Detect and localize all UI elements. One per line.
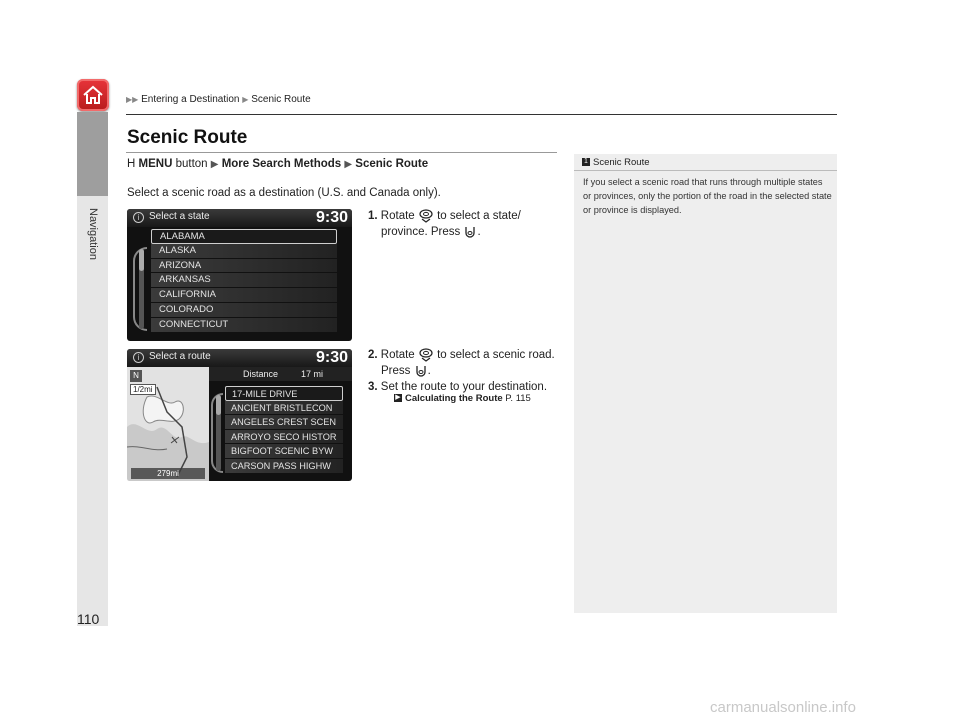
screen-title: Select a route [149,351,211,362]
home-button[interactable] [77,79,109,111]
clock: 9:30 [315,349,348,366]
step-number: 1. [368,210,378,223]
breadcrumb-item[interactable]: Entering a Destination [141,94,240,105]
map-scale: 1/2mi [130,384,156,395]
route-select-screen [127,349,352,481]
watermark: carmanualsonline.info [710,699,856,716]
list-item[interactable]: ANGELES CREST SCEN [225,415,343,430]
enter-press-icon [463,225,477,239]
note-index-icon: 1 [582,158,590,166]
step-number: 2. [368,349,378,362]
step-text: Press [381,365,411,378]
section-tab [77,112,108,196]
note-box [574,154,837,613]
list-item[interactable]: BIGFOOT SCENIC BYW [225,444,343,459]
divider [126,152,557,153]
list-item[interactable]: COLORADO [151,303,337,318]
enter-press-icon [414,364,428,378]
note-header [574,154,837,171]
list-item[interactable]: ANCIENT BRISTLECON [225,401,343,416]
cross-reference[interactable] [394,393,531,404]
step-text: Rotate [380,210,415,223]
voice-icon: i [133,212,144,223]
state-list [151,229,337,333]
note-title: Scenic Route [593,157,650,168]
scrollbar-thumb[interactable] [139,249,144,271]
distance-value: 17 mi [301,369,324,379]
distance-label: Distance [243,369,279,379]
list-item[interactable]: CONNECTICUT [151,318,337,333]
step-text: to select a state/ [437,210,521,223]
route-list [225,386,343,474]
step-number: 3. [368,381,378,394]
menu-glyph: H [127,158,136,170]
divider [126,114,837,115]
page-number: 110 [77,611,100,627]
screen-header [127,349,352,367]
list-item[interactable]: ARROYO SECO HISTOR [225,430,343,445]
voice-icon: i [133,352,144,363]
step-2: 2. Rotate to select a scenic road. Press . 3. Set the route to your destination. [368,347,555,395]
intro-text: Select a scenic road as a destination (U.S. and Canada only). [127,187,441,199]
list-item[interactable]: CALIFORNIA [151,288,337,303]
menu-step: Scenic Route [355,158,429,170]
step-text: province. Press [381,226,461,239]
screen-header [127,209,352,227]
screen-title: Select a state [149,211,210,222]
menu-key: MENU [138,158,173,170]
breadcrumb: ▶▶ Entering a Destination ▶ Scenic Route [126,94,311,105]
state-select-screen [127,209,352,341]
step-1: 1. Rotate to select a state/ province. Press . [368,208,521,240]
page-title: Scenic Route [127,127,248,148]
list-item[interactable]: 17-MILE DRIVE [225,386,343,401]
step-text: to select a scenic road. [437,349,555,362]
list-item[interactable]: CARSON PASS HIGHW [225,459,343,474]
menu-step: More Search Methods [221,158,342,170]
map-distance: 279mi [131,468,205,479]
home-icon [81,83,105,107]
distance-bar [209,367,352,381]
reference-arrow-icon: ▶ [395,394,401,402]
scrollbar-thumb[interactable] [216,395,221,415]
menu-button-word: button [175,158,208,170]
list-item[interactable]: ARKANSAS [151,273,337,288]
list-item[interactable]: ALASKA [151,244,337,259]
step-text: Rotate [380,349,415,362]
map-preview[interactable] [127,367,209,481]
section-label: Navigation [87,208,99,260]
menu-path: H MENU button ▶ More Search Methods ▶ Scenic Route [127,158,429,170]
north-icon[interactable]: N [130,370,142,382]
interface-dial-icon [418,208,434,224]
list-item[interactable]: ARIZONA [151,259,337,274]
list-item[interactable]: ALABAMA [151,229,337,244]
clock: 9:30 [315,209,348,226]
note-body: If you select a scenic road that runs through multiple states or provinces, only the portion of the road in the selected state or province is displayed. [583,177,832,215]
breadcrumb-item[interactable]: Scenic Route [251,94,311,105]
xref-title[interactable]: Calculating the Route [405,393,503,404]
interface-dial-icon [418,347,434,363]
step-text: Set the route to your destination. [380,381,548,394]
xref-page: P. 115 [505,393,531,404]
